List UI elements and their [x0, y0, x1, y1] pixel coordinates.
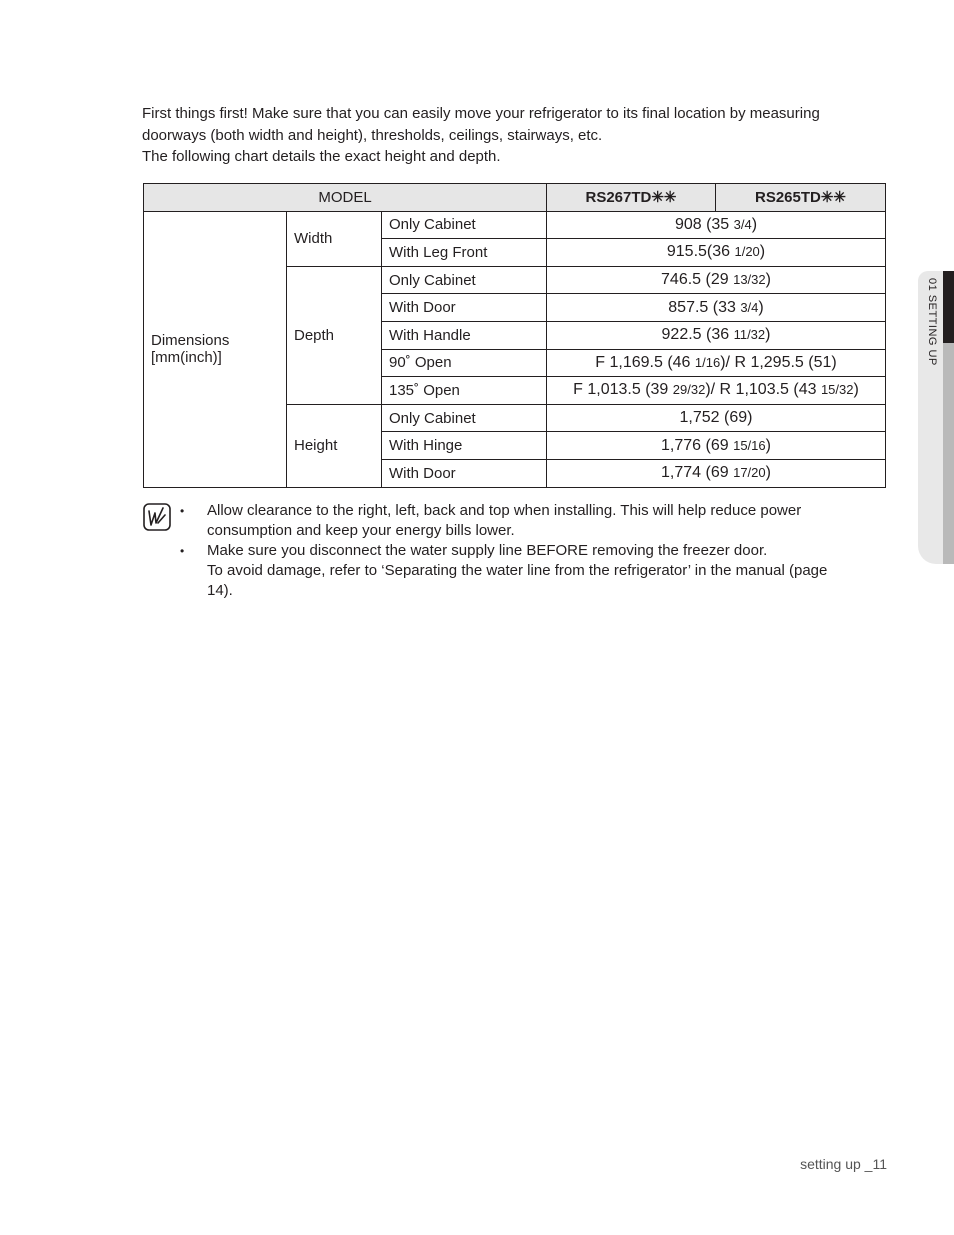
note-item [179, 501, 839, 541]
value-fraction: 3/4 [740, 299, 759, 315]
row-value [547, 349, 886, 377]
note-text: Allow clearance to the right, left, back and top when installing. This will help reduce power consumption and keep your energy bills lower. [207, 502, 802, 539]
row-item: Only Cabinet [382, 211, 547, 239]
intro-text [142, 103, 872, 168]
dimensions-unit-label: [mm(inch)] [151, 349, 222, 367]
model-1-header: RS267TD✳✳ [547, 184, 716, 212]
side-tab-dark-bar [943, 271, 954, 343]
table-header-row [144, 184, 886, 212]
dimensions-label: Dimensions [151, 332, 230, 350]
row-item: With Leg Front [382, 239, 547, 267]
value-main: 746.5 (29 [661, 271, 734, 289]
table-row [144, 211, 886, 239]
note-text-continued: To avoid damage, refer to ‘Separating the water line from the refrigerator’ in the manual (page 14). [207, 562, 828, 599]
row-item: With Handle [382, 321, 547, 349]
row-item: 135˚ Open [382, 377, 547, 405]
height-group-label: Height [287, 404, 382, 487]
value-tail: ) [765, 271, 771, 289]
row-item: With Door [382, 294, 547, 322]
value-fraction: 13/32 [733, 272, 766, 288]
note-icon [143, 503, 171, 531]
value-tail: ) [765, 436, 771, 454]
value-main: 857.5 (33 [668, 298, 741, 316]
value-main: F 1,013.5 (39 [573, 381, 673, 399]
value-fraction: 3/4 [733, 216, 752, 232]
row-value [547, 211, 886, 239]
value-main: 1,774 (69 [661, 464, 734, 482]
row-item: 90˚ Open [382, 349, 547, 377]
value-tail: )/ R 1,295.5 (51) [720, 353, 837, 371]
row-value [547, 239, 886, 267]
value-fraction: 15/16 [733, 437, 766, 453]
page-footer: setting up _11 [800, 1156, 887, 1172]
value-main: 922.5 (36 [661, 326, 734, 344]
value-fraction: 29/32 [672, 382, 706, 398]
value-fraction: 17/20 [733, 465, 766, 481]
row-value [547, 321, 886, 349]
value-tail: )/ R 1,103.5 (43 [705, 381, 821, 399]
value-tail: ) [765, 464, 771, 482]
value-fraction: 1/16 [694, 354, 721, 370]
row-value [547, 266, 886, 294]
row-value [547, 459, 886, 487]
width-group-label: Width [287, 211, 382, 266]
value-fraction: 1/20 [734, 244, 760, 260]
dimensions-label-cell [144, 211, 287, 487]
value-main: 1,752 (69) [679, 409, 753, 427]
value-main: 915.5(36 [666, 243, 735, 261]
row-value [547, 404, 886, 432]
value-main: 908 (35 [674, 215, 734, 233]
intro-line-1: First things first! Make sure that you can easily move your refrigerator to its final location by measuring doorways (both width and height), thresholds, ceilings, stairways, etc. [142, 105, 820, 144]
model-2-header: RS265TD✳✳ [716, 184, 886, 212]
model-header: MODEL [144, 184, 547, 212]
note-item [179, 541, 839, 601]
note-text: • Make sure you disconnect the water supply line BEFORE removing the freezer door. [207, 542, 768, 559]
value-tail: ) [765, 326, 771, 344]
row-item: Only Cabinet [382, 266, 547, 294]
value-tail-2: ) [853, 381, 859, 399]
value-tail: ) [758, 298, 764, 316]
intro-line-2: The following chart details the exact height and depth. [142, 148, 501, 165]
value-fraction-2: 15/32 [820, 382, 854, 398]
chapter-label: 01 SETTING UP [926, 278, 938, 366]
value-main: F 1,169.5 (46 [595, 353, 695, 371]
row-item: With Door [382, 459, 547, 487]
row-item: Only Cabinet [382, 404, 547, 432]
value-tail: ) [759, 243, 766, 261]
depth-group-label: Depth [287, 266, 382, 404]
value-main: 1,776 (69 [661, 436, 734, 454]
dimensions-table [143, 183, 886, 488]
row-item: With Hinge [382, 432, 547, 460]
row-value [547, 432, 886, 460]
note-list [179, 501, 839, 601]
value-fraction: 11/32 [733, 327, 766, 343]
row-value [547, 377, 886, 405]
side-tab-grey-bar [943, 343, 954, 564]
value-tail: ) [751, 215, 758, 233]
row-value [547, 294, 886, 322]
